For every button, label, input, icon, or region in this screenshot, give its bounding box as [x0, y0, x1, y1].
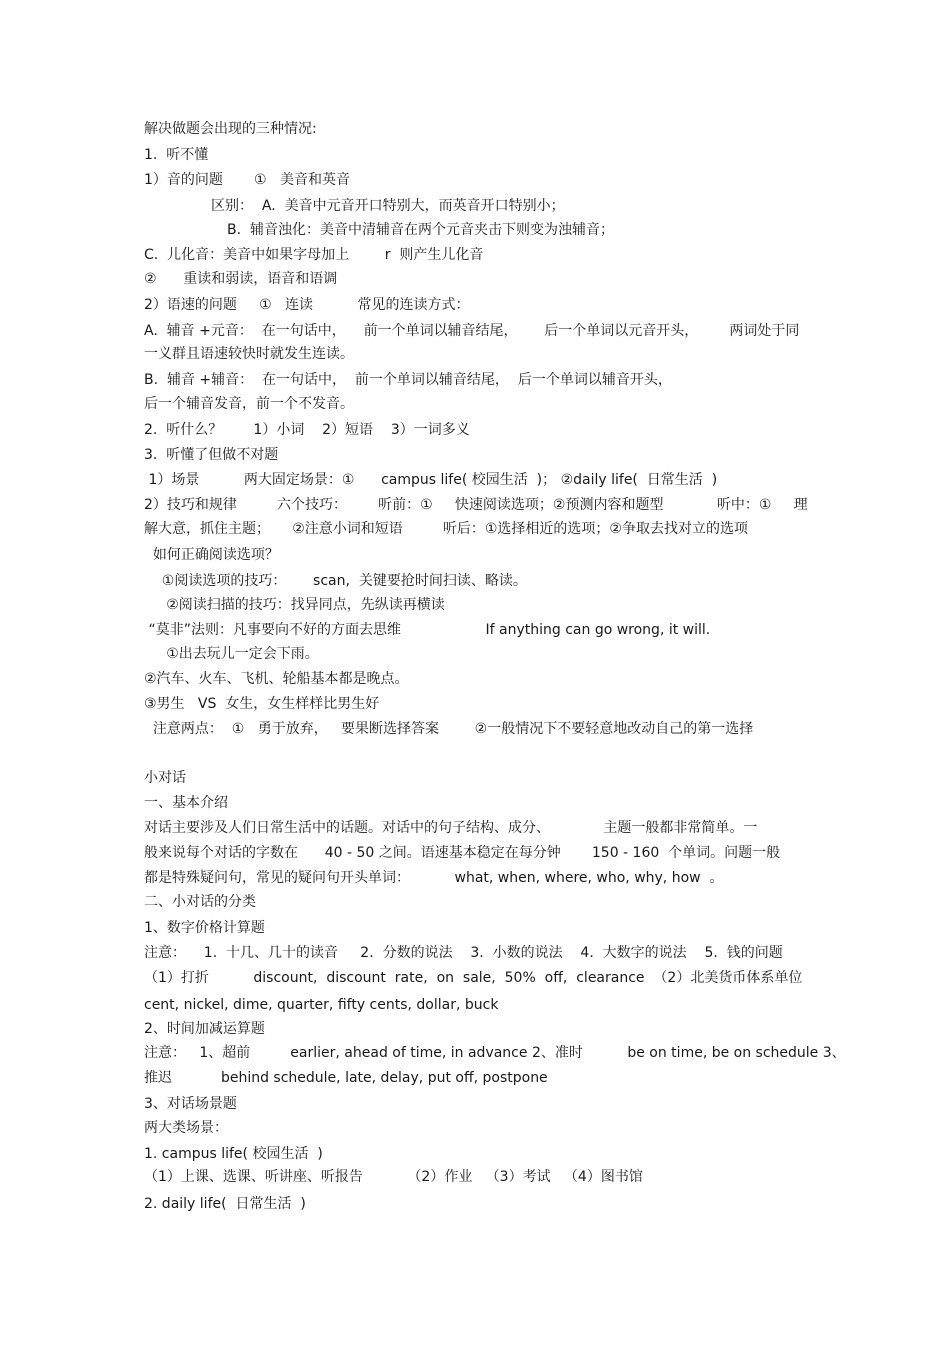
text-line: ①阅读选项的技巧： scan, 关键要抢时间扫读、略读。 — [144, 573, 527, 589]
text-line: 注意： 1、超前 earlier, ahead of time, in advance 2、准时 be on time, be on schedule 3、 — [144, 1045, 846, 1061]
section-heading: 二、小对话的分类 — [144, 894, 256, 910]
text-line: 区别： A. 美音中元音开口特别大，而英音开口特别小； — [211, 198, 565, 214]
text-line: 注意： 1. 十几、几十的读音 2. 分数的说法 3. 小数的说法 4. 大数字的说法 5. 钱的问题 — [144, 945, 783, 961]
text-line: 1、数字价格计算题 — [144, 920, 265, 936]
text-line: （1）打折 discount, discount rate, on sale, 50% off, clearance （2）北美货币体系单位 — [144, 970, 803, 986]
text-line: B. 辅音 +辅音： 在一句话中， 前一个单词以辅音结尾， 后一个单词以辅音开头， — [144, 372, 672, 388]
text-line: 1. campus life( 校园生活 ) — [144, 1146, 323, 1162]
text-line: B. 辅音浊化：美音中清辅音在两个元音夹击下则变为浊辅音； — [227, 222, 614, 238]
text-line: ②阅读扫描的技巧：找异同点，先纵读再横读 — [144, 597, 445, 613]
text-line: 如何正确阅读选项？ — [144, 547, 279, 563]
text-line: 一义群且语速较快时就发生连读。 — [144, 346, 354, 362]
text-line: 般来说每个对话的字数在 40 - 50 之间。语速基本稳定在每分钟 150 - 160 个单词。问题一般 — [144, 845, 781, 861]
text-line: “莫非”法则：凡事要向不好的方面去思维 If anything can go wrong, it will. — [144, 622, 711, 638]
text-line: 推迟 behind schedule, late, delay, put off, postpone — [144, 1070, 548, 1086]
text-line: 解大意，抓住主题； ②注意小词和短语 听后：①选择相近的选项；②争取去找对立的选项 — [144, 521, 748, 537]
text-line: ② 重读和弱读，语音和语调 — [144, 271, 338, 287]
text-line: 两大类场景： — [144, 1120, 228, 1136]
text-line: 2. daily life( 日常生活 ) — [144, 1196, 306, 1212]
text-line: C. 儿化音：美音中如果字母加上 r 则产生儿化音 — [144, 247, 484, 263]
text-line: ②汽车、火车、飞机、轮船基本都是晚点。 — [144, 671, 409, 687]
text-line: 后一个辅音发音，前一个不发音。 — [144, 396, 354, 412]
text-line: 1）场景 两大固定场景：① campus life( 校园生活 )； ②daily life( 日常生活 ) — [144, 472, 718, 488]
section-heading: 小对话 — [144, 770, 186, 786]
text-line: 2、时间加减运算题 — [144, 1021, 265, 1037]
text-line: ③男生 VS 女生，女生样样比男生好 — [144, 696, 380, 712]
section-heading: 一、基本介绍 — [144, 795, 228, 811]
text-line: 3. 听懂了但做不对题 — [144, 447, 279, 463]
text-line: 2）技巧和规律 六个技巧： 听前：① 快速阅读选项；②预测内容和题型 听中：① 理 — [144, 497, 808, 513]
text-line: ①出去玩儿一定会下雨。 — [144, 646, 319, 662]
text-line: （1）上课、选课、听讲座、听报告 （2）作业 （3）考试 （4）图书馆 — [144, 1169, 643, 1185]
text-line: 3、对话场景题 — [144, 1096, 237, 1112]
text-line: 2）语速的问题 ① 连读 常见的连读方式： — [144, 297, 470, 313]
text-line: 都是特殊疑问句，常见的疑问句开头单词： what, when, where, who, why, how 。 — [144, 870, 724, 886]
text-line: cent, nickel, dime, quarter, fifty cents, dollar, buck — [144, 997, 499, 1013]
text-line: 1）音的问题 ① 美音和英音 — [144, 172, 350, 188]
text-line: 解决做题会出现的三种情况: — [144, 121, 317, 137]
text-line: A. 辅音 +元音： 在一句话中， 前一个单词以辅音结尾， 后一个单词以元音开头， 两词处于同 — [144, 323, 800, 339]
text-line: 2. 听什么？ 1）小词 2）短语 3）一词多义 — [144, 422, 470, 438]
text-line: 1. 听不懂 — [144, 147, 209, 163]
text-line: 注意两点： ① 勇于放弃， 要果断选择答案 ②一般情况下不要轻意地改动自己的第一选择 — [144, 721, 754, 737]
text-line: 对话主要涉及人们日常生活中的话题。对话中的句子结构、成分、 主题一般都非常简单。一 — [144, 820, 758, 836]
